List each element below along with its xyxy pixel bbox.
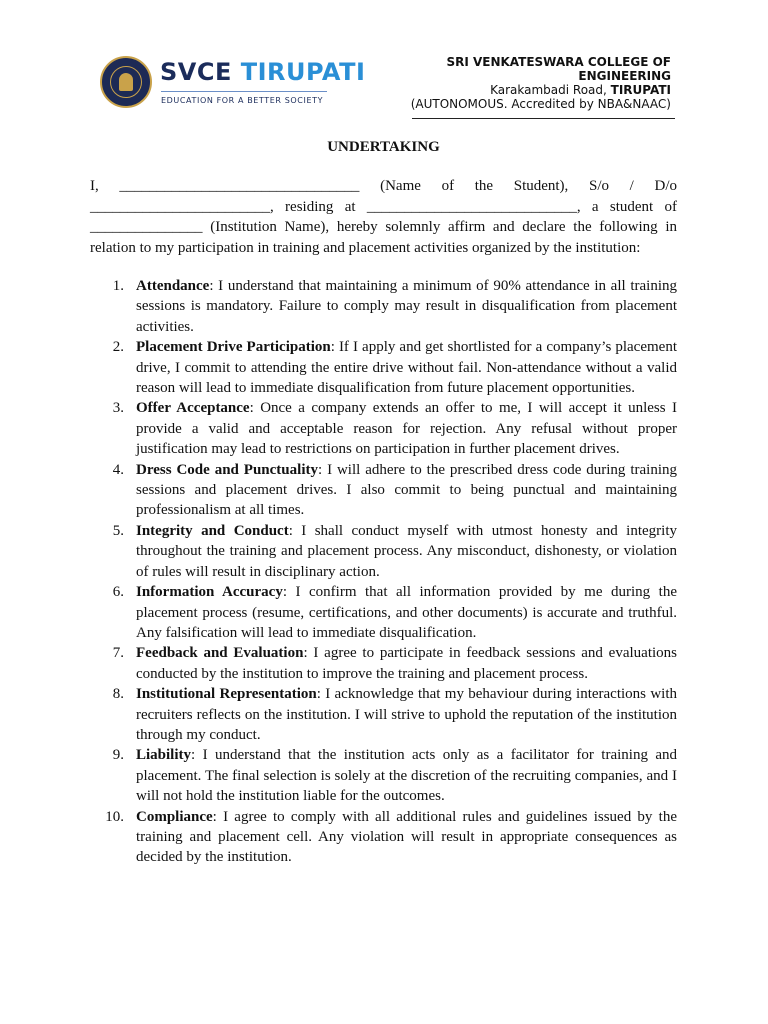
- list-item: [90, 521, 677, 582]
- list-item: [90, 745, 677, 806]
- item-number: 10.: [105, 808, 124, 825]
- college-accreditation: (AUTONOMOUS. Accredited by NBA&NAAC): [410, 97, 671, 111]
- header-divider: [412, 118, 675, 119]
- list-item: [90, 582, 677, 643]
- item-number: 6.: [112, 584, 124, 601]
- list-item: [90, 807, 677, 868]
- address-city: TIRUPATI: [610, 83, 671, 97]
- item-number: 9.: [112, 747, 124, 764]
- intro-paragraph: [90, 176, 677, 258]
- list-item: [90, 337, 677, 398]
- document-title: UNDERTAKING: [327, 139, 440, 155]
- intro-part-2: residing at ____________________________, a student of _______________ (Institution Name), hereby solemnly affirm and declare the following in relation to my participation in training and placement activities organized by the institution:: [90, 198, 677, 256]
- item-text: : I acknowledge that my behaviour during interactions with recruiters reflects on the institution. I will strive to uphold the reputation of the institution through my conduct.: [136, 686, 677, 743]
- seal-emblem: [119, 73, 133, 91]
- item-heading: Institutional Representation: [136, 686, 317, 703]
- item-text: : I shall conduct myself with utmost honesty and integrity throughout the training and placement process. Any misconduct, dishonesty, or violation of rules will result in disciplinary action.: [136, 522, 677, 580]
- list-item: [90, 398, 677, 459]
- brand-tagline: EDUCATION FOR A BETTER SOCIETY: [161, 96, 324, 105]
- address-road: Karakambadi Road,: [490, 83, 611, 97]
- intro-part-1: I, ________________________________ (Name of the Student), S/o / D/o ________________________,: [90, 178, 677, 215]
- item-heading: Integrity and Conduct: [136, 522, 289, 539]
- item-heading: Attendance: [136, 278, 210, 294]
- item-text: : I agree to participate in feedback sessions and evaluations conducted by the institution to improve the training and placement process.: [136, 645, 677, 682]
- item-heading: Liability: [136, 747, 192, 764]
- seal-ring: [110, 66, 142, 98]
- item-heading: Feedback and Evaluation: [136, 645, 304, 662]
- brand-secondary: TIRUPATI: [240, 58, 366, 86]
- item-text: : If I apply and get shortlisted for a company’s placement drive, I commit to attending the entire drive without fail. Non-attendance without a valid reason will lead to immediate disqualification from future placement opportunities.: [136, 339, 677, 397]
- item-number: 3.: [112, 400, 124, 417]
- letterhead: [0, 0, 768, 130]
- list-item: [90, 460, 677, 521]
- item-text: : I confirm that all information provided by me during the placement process (resume, certifications, and other documents) is accurate and truthful. Any falsification will lead to immediate disqualification.: [136, 584, 677, 641]
- item-text: : I will adhere to the prescribed dress code during training sessions and placement drives. I also commit to being punctual and maintaining professionalism at all times.: [136, 461, 677, 519]
- college-name: SRI VENKATESWARA COLLEGE OF ENGINEERING: [446, 55, 671, 83]
- list-item: [90, 643, 677, 684]
- item-heading: Dress Code and Punctuality: [136, 461, 318, 478]
- item-heading: Compliance: [136, 808, 213, 825]
- item-number: 4.: [112, 461, 124, 478]
- item-number: 2.: [112, 339, 124, 356]
- item-heading: Information Accuracy: [136, 584, 283, 601]
- item-number: 1.: [112, 278, 124, 294]
- college-seal-icon: [100, 56, 152, 108]
- item-text: : I understand that the institution acts only as a facilitator for training and placement. The final selection is solely at the discretion of the recruiting companies, and I will not hold the institution liable for the outcomes.: [136, 747, 677, 805]
- brand-divider: [161, 91, 327, 92]
- item-number: 8.: [112, 686, 124, 703]
- brand-logo-text: [160, 58, 365, 86]
- item-text: : I understand that maintaining a minimum of 90% attendance in all training sessions is mandatory. Failure to comply may result in disqualification from placement activities.: [136, 278, 677, 335]
- undertaking-terms-list: [90, 276, 677, 868]
- item-text: : Once a company extends an offer to me, I will accept it unless I provide a valid and acceptable reason for rejection. Any refusal without proper justification may lead to restrictions on participation in further placement drives.: [136, 400, 677, 458]
- list-item: [90, 684, 677, 745]
- item-heading: Placement Drive Participation: [136, 339, 331, 356]
- brand-primary: SVCE: [160, 58, 232, 86]
- list-item: [90, 276, 677, 337]
- college-info: [371, 55, 671, 111]
- item-heading: Offer Acceptance: [136, 400, 250, 417]
- item-number: 5.: [112, 522, 124, 539]
- college-address: [371, 83, 671, 97]
- item-number: 7.: [112, 645, 124, 662]
- item-text: : I agree to comply with all additional rules and guidelines issued by the training and placement cell. Any violation will result in appropriate consequences as decided by the institution.: [136, 808, 677, 866]
